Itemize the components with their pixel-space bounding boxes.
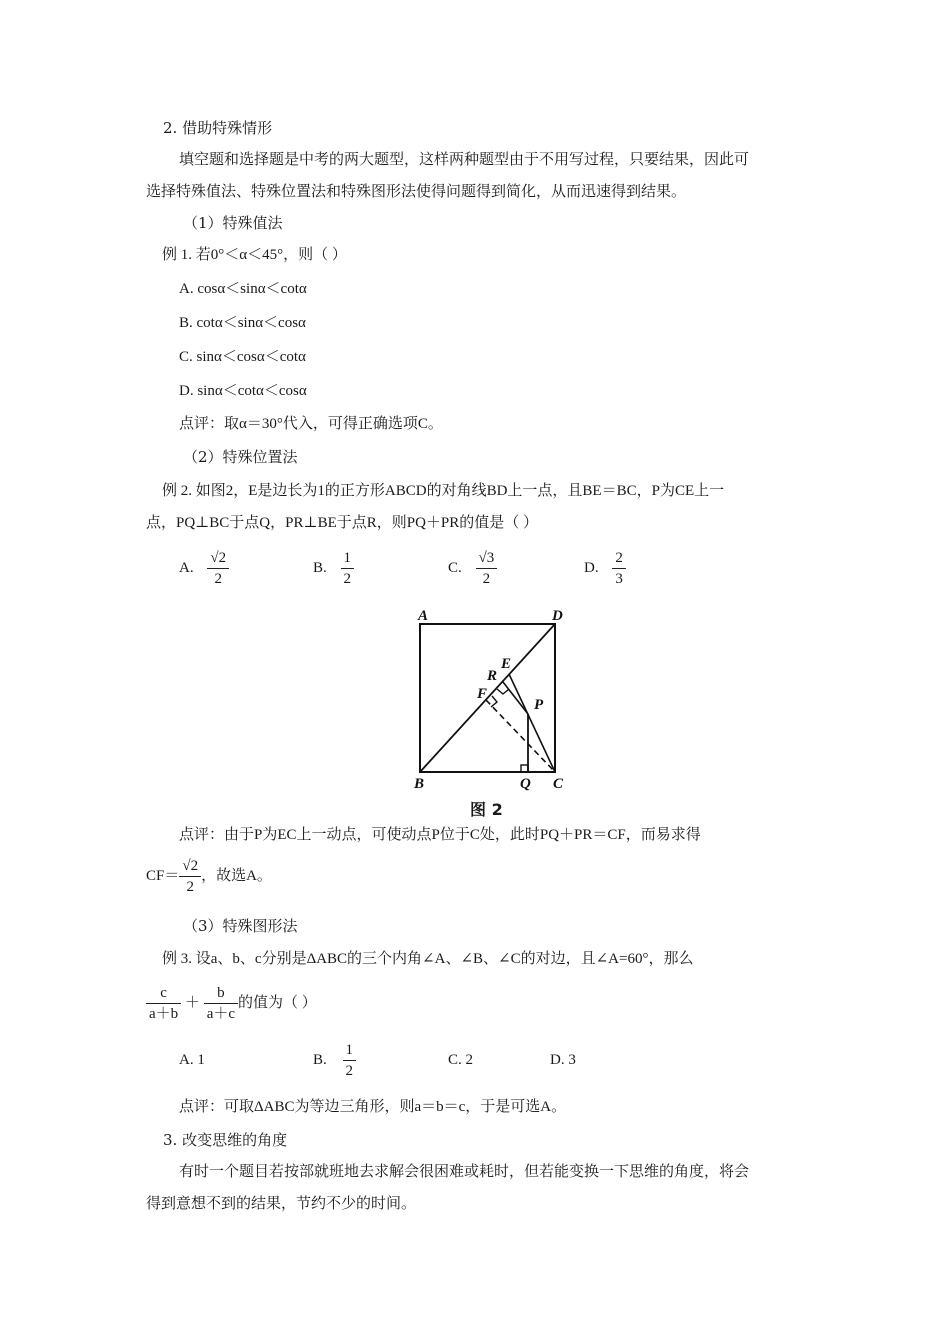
fraction-numerator: 1	[341, 548, 355, 569]
option-label: C.	[448, 559, 462, 576]
fraction-denominator: 2	[345, 1063, 354, 1079]
section-2-intro-line2: 选择特殊值法、特殊位置法和特殊图形法使得问题得到简化，从而迅速得到结果。	[146, 182, 687, 200]
example-1: 例 1. 若0°＜α＜45°，则（ ）	[162, 247, 347, 263]
fraction-numerator: √3	[476, 548, 498, 569]
option-label: B.	[313, 559, 327, 576]
fraction-numerator: b	[204, 983, 238, 1004]
example-2-comment-line1: 点评：由于P为EC上一动点，可使动点P位于C处，此时PQ＋PR＝CF，而易求得	[179, 827, 701, 843]
example-2-option-d	[584, 548, 626, 589]
fraction-c-over-a-plus-b	[146, 983, 181, 1024]
example-1-option-b: B. cotα＜sinα＜cosα	[179, 315, 306, 331]
label-r: R	[487, 668, 498, 684]
label-f: F	[477, 686, 488, 702]
comment-suffix: ，故选A。	[201, 867, 272, 884]
section-3-heading: 3. 改变思维的角度	[163, 1131, 288, 1149]
label-p: P	[534, 697, 544, 713]
example-3-comment: 点评：可取ΔABC为等边三角形，则a＝b＝c，于是可选A。	[179, 1099, 567, 1115]
section-3-line2: 得到意想不到的结果，节约不少的时间。	[146, 1194, 417, 1212]
example-2-option-b	[313, 548, 354, 589]
option-label: A.	[179, 559, 194, 576]
segment-ec	[509, 674, 555, 772]
fraction-denominator: a＋c	[206, 1006, 236, 1022]
right-angle-f	[491, 696, 497, 707]
section-3-line1: 有时一个题目若按部就班地去求解会很困难或耗时，但若能变换一下思维的角度，将会	[179, 1162, 750, 1180]
example-2-comment-line2	[146, 856, 272, 897]
fraction-denominator: 2	[343, 571, 352, 587]
fraction-numerator: √2	[207, 548, 229, 569]
label-b: B	[414, 776, 425, 792]
fraction-numerator: √2	[179, 856, 201, 877]
example-3-option-c: C. 2	[448, 1052, 474, 1068]
fraction-denominator: a＋b	[149, 1006, 179, 1022]
comment-prefix: CF＝	[146, 867, 180, 884]
option-fraction	[476, 548, 498, 589]
label-c: C	[553, 776, 564, 792]
geometry-figure	[400, 602, 585, 796]
example-1-option-c: C. sinα＜cosα＜cotα	[179, 349, 306, 365]
fraction-denominator: 3	[615, 571, 623, 587]
section-2-heading: 2. 借助特殊情形	[163, 119, 273, 137]
fraction-numerator: c	[146, 983, 181, 1004]
example-3-line1: 例 3. 设a、b、c分别是ΔABC的三个内角∠A、∠B、∠C的对边，且∠A=60°，那么	[162, 951, 694, 967]
method-2-heading: （2）特殊位置法	[183, 448, 298, 466]
option-label: D.	[584, 559, 599, 576]
example-2-line1: 例 2. 如图2，E是边长为1的正方形ABCD的对角线BD上一点，且BE＝BC，P为CE上一	[162, 483, 725, 499]
example-1-option-d: D. sinα＜cotα＜cosα	[179, 383, 307, 399]
example-2-line2: 点，PQ⊥BC于点Q，PR⊥BE于点R，则PQ＋PR的值是（ ）	[146, 515, 539, 531]
right-angle-q	[521, 765, 528, 772]
option-fraction	[343, 1040, 357, 1081]
example-3-suffix: 的值为（ ）	[238, 994, 317, 1011]
method-1-heading: （1）特殊值法	[183, 214, 283, 232]
example-1-option-a: A. cosα＜sinα＜cotα	[179, 281, 307, 297]
right-angle-r	[497, 689, 509, 694]
section-2-intro-line1: 填空题和选择题是中考的两大题型，这样两种题型由于不用写过程，只要结果，因此可	[179, 150, 750, 168]
segment-cf-dashed	[486, 700, 555, 772]
comment-fraction	[179, 856, 201, 897]
label-e: E	[501, 656, 512, 672]
example-3-option-d: D. 3	[550, 1052, 576, 1068]
fraction-denominator: 2	[482, 571, 491, 587]
fraction-denominator: 2	[186, 879, 194, 895]
option-fraction	[207, 548, 229, 589]
label-q: Q	[520, 776, 531, 792]
example-1-comment: 点评：取α＝30°代入，可得正确选项C。	[179, 416, 443, 432]
option-fraction	[612, 548, 626, 589]
fraction-b-over-a-plus-c	[204, 983, 238, 1024]
label-a: A	[418, 608, 429, 624]
option-fraction	[341, 548, 355, 589]
example-2-option-a	[179, 548, 229, 589]
fraction-numerator: 2	[612, 548, 626, 569]
example-3-option-b	[313, 1040, 356, 1081]
option-label: B.	[313, 1051, 327, 1068]
example-3-option-a: A. 1	[179, 1052, 205, 1068]
method-3-heading: （3）特殊图形法	[183, 917, 298, 935]
example-2-option-c	[448, 548, 497, 589]
fraction-denominator: 2	[214, 571, 222, 587]
plus-sign: ＋	[184, 994, 200, 1011]
square-diagram	[400, 602, 585, 792]
fraction-numerator: 1	[343, 1040, 357, 1061]
example-3-line2	[146, 983, 317, 1024]
figure-caption: 图 2	[470, 800, 503, 819]
label-d: D	[552, 608, 563, 624]
